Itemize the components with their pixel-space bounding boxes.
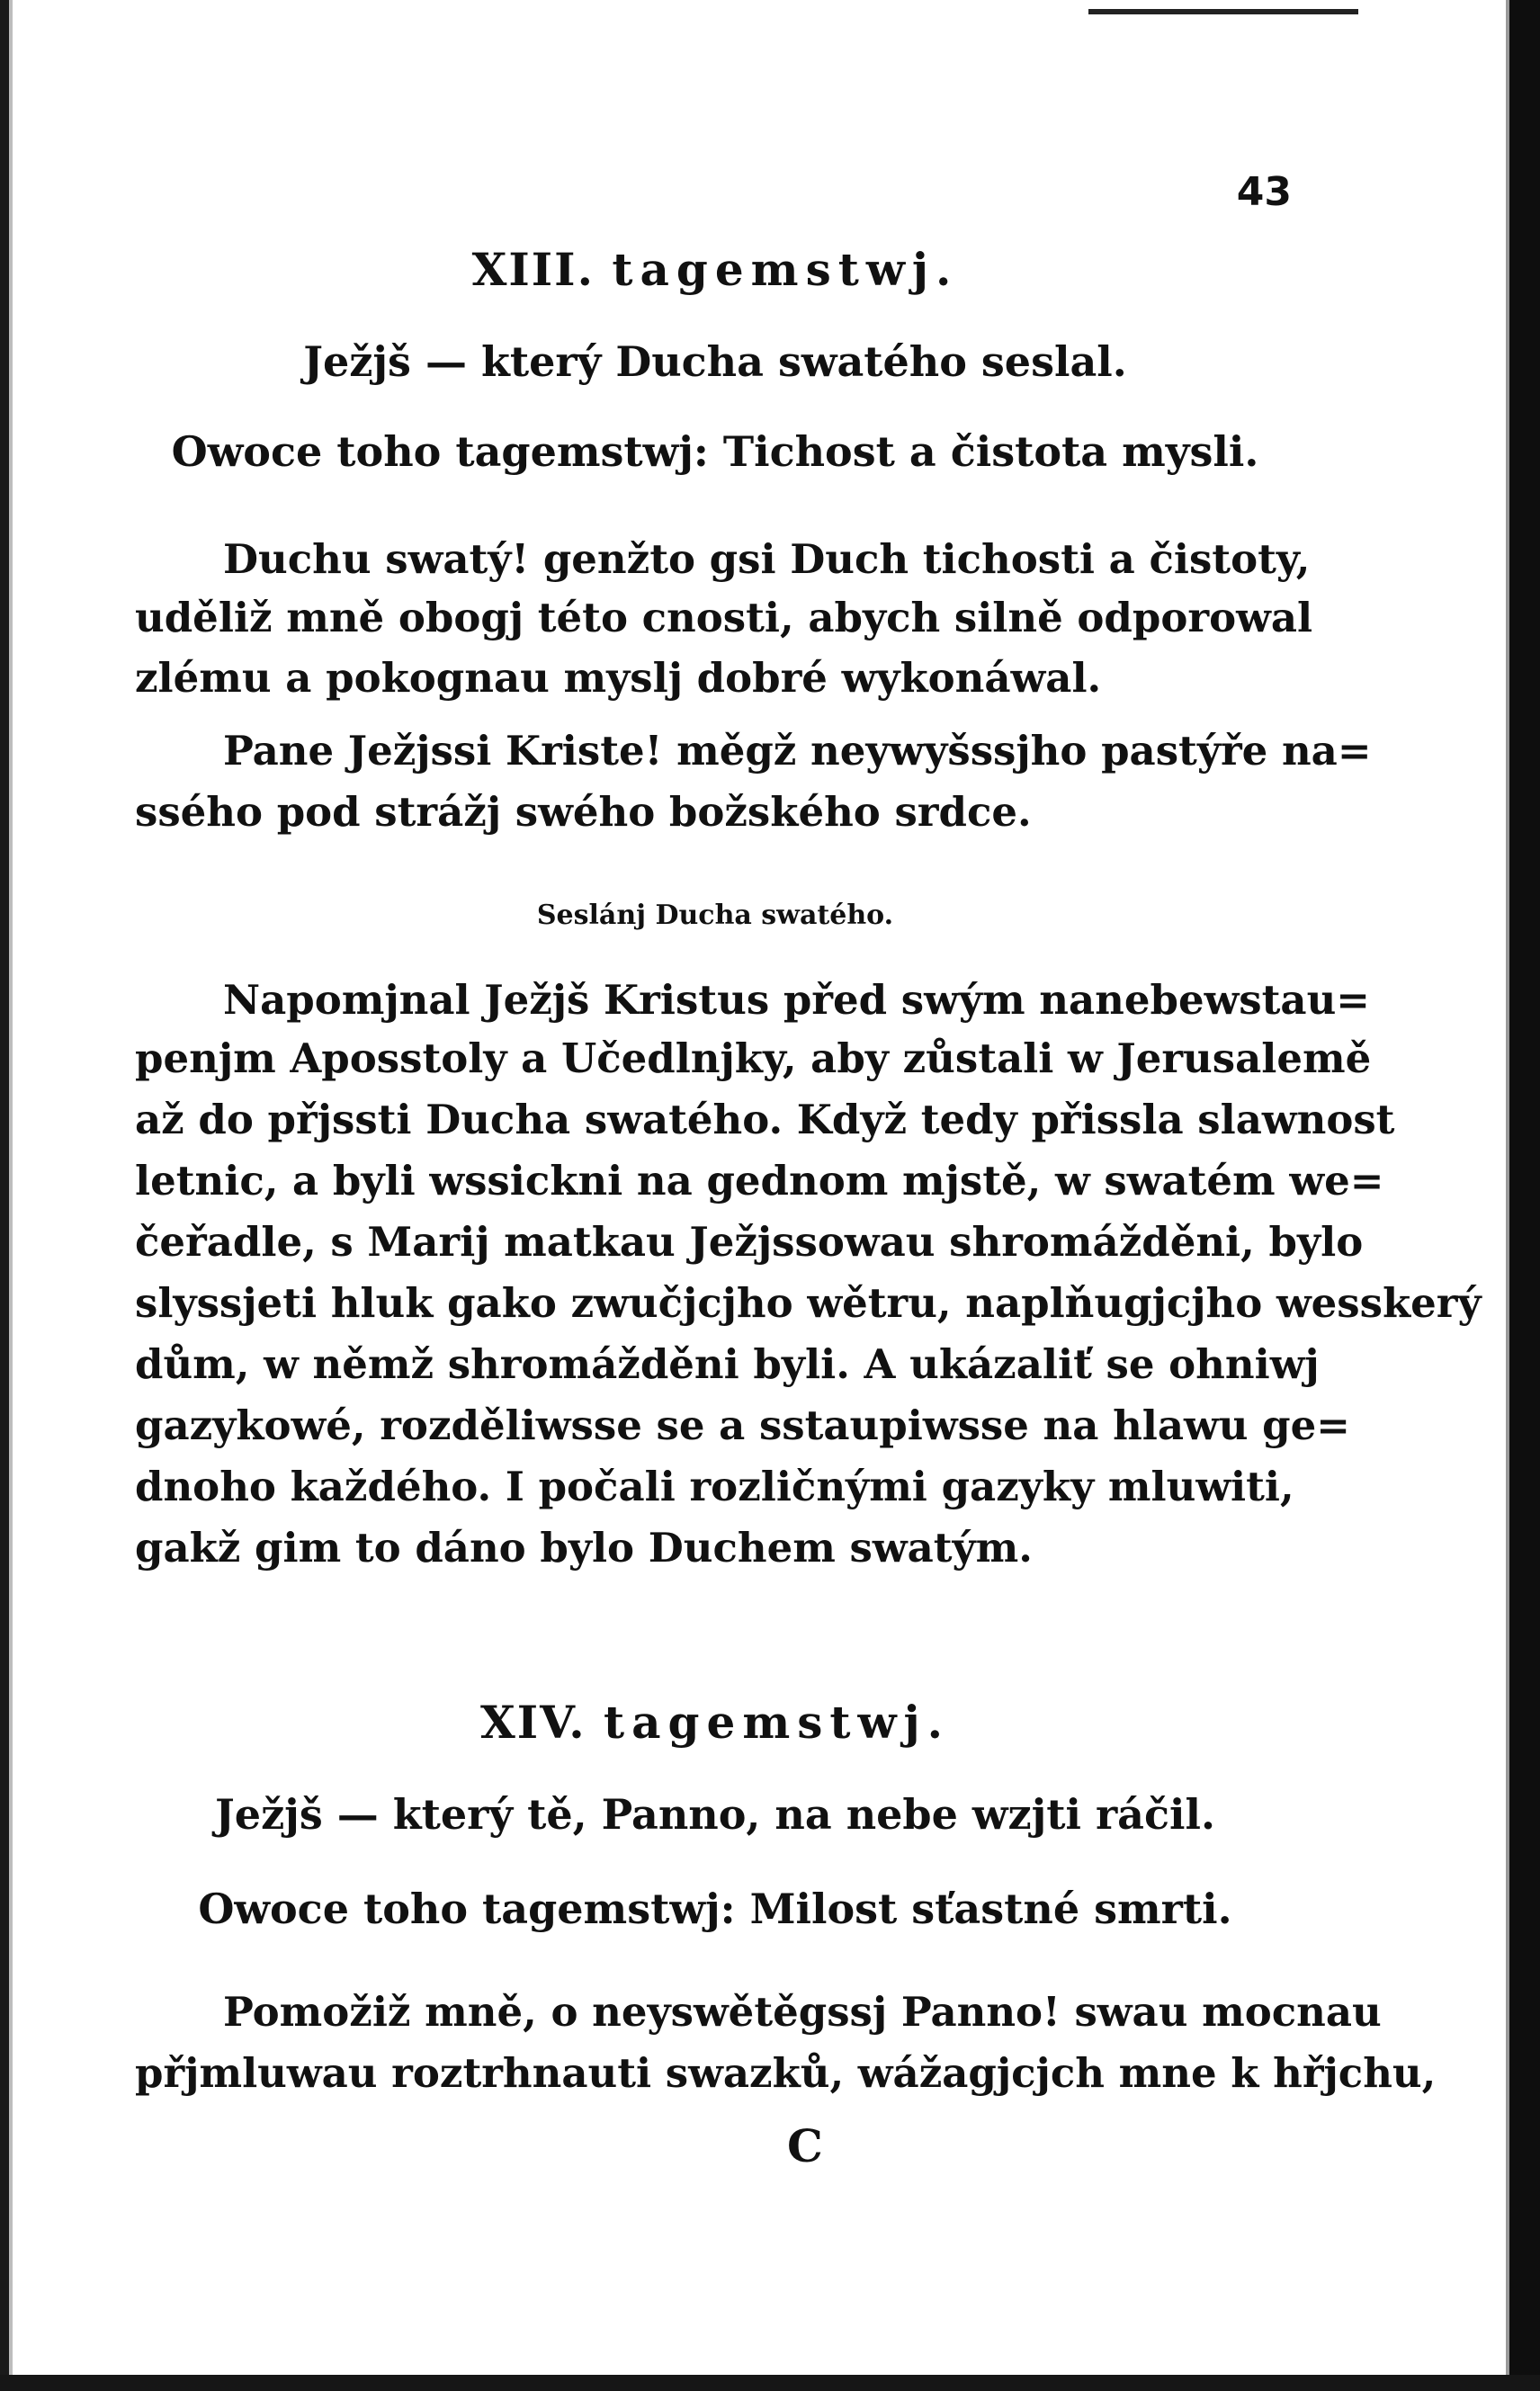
prayer-line: Pomožiž mně, o neyswětěgssj Panno! swau mocnau [223, 1988, 1382, 2036]
prayer-line: uděliž mně obogj této cnosti, abych silně odporowal [135, 594, 1313, 641]
scan-border-right [1509, 0, 1540, 2391]
prayer-line: Pane Ježjssi Kriste! měgž neywyšssjho pastýře na= [223, 727, 1372, 775]
heading-word: tagemstwj. [604, 1696, 951, 1749]
prayer-line: ssého pod strážj swého božského srdce. [135, 788, 1032, 836]
scan-border-right-inner [1506, 0, 1509, 2391]
heading-number: XIV. [479, 1696, 586, 1749]
section-heading-xiv [135, 1696, 1295, 1749]
story-line: letnic, a byli wssickni na gednom mjstě, w swatém we= [135, 1157, 1384, 1204]
page-number: 43 [1236, 169, 1292, 215]
signature-mark: C [787, 2119, 823, 2172]
prayer-line: zlému a pokognau myslj dobré wykonáwal. [135, 654, 1102, 702]
story-line: čeřadle, s Marij matkau Ježjssowau shromážděni, bylo [135, 1218, 1364, 1266]
story-title: Seslánj Ducha swatého. [536, 900, 894, 931]
heading-number: XIII. [471, 243, 595, 296]
story-line: až do přjssti Ducha swatého. Když tedy přissla slawnost [135, 1096, 1395, 1143]
story-line: gakž gim to dáno bylo Duchem swatým. [135, 1524, 1033, 1572]
mystery-fruit-line: Owoce toho tagemstwj: Milost sťastné smrti. [198, 1885, 1232, 1933]
prayer-line: přjmluwau roztrhnauti swazků, wážagjcjch mne k hřjchu, [135, 2049, 1437, 2097]
mystery-fruit-line: Owoce toho tagemstwj: Tichost a čistota mysli. [171, 427, 1259, 476]
scan-artifact-top [1088, 9, 1358, 14]
heading-word: tagemstwj. [612, 243, 959, 296]
scan-border-left-inner [9, 0, 13, 2391]
story-line: gazykowé, rozděliwsse se a sstaupiwsse na hlawu ge= [135, 1401, 1350, 1449]
mystery-subject-line: Ježjš — který tě, Panno, na nebe wzjti ráčil. [215, 1790, 1215, 1839]
mystery-subject-line: Ježjš — který Ducha swatého seslal. [303, 337, 1127, 386]
prayer-line: Duchu swatý! genžto gsi Duch tichosti a čistoty, [223, 535, 1311, 583]
section-heading-xiii [135, 243, 1295, 296]
story-line: slyssjeti hluk gako zwučjcjho wětru, naplňugjcjho wesskerý [135, 1279, 1482, 1327]
scan-border-left [0, 0, 9, 2391]
story-line: Napomjnal Ježjš Kristus před swým nanebewstau= [223, 976, 1371, 1024]
story-line: penjm Aposstoly a Učedlnjky, aby zůstali w Jerusalemě [135, 1034, 1372, 1082]
story-line: dům, w němž shromážděni byli. A ukázaliť se ohniwj [135, 1340, 1320, 1388]
story-line: dnoho každého. I počali rozličnými gazyky mluwiti, [135, 1463, 1294, 1510]
scan-border-bottom [0, 2375, 1540, 2391]
